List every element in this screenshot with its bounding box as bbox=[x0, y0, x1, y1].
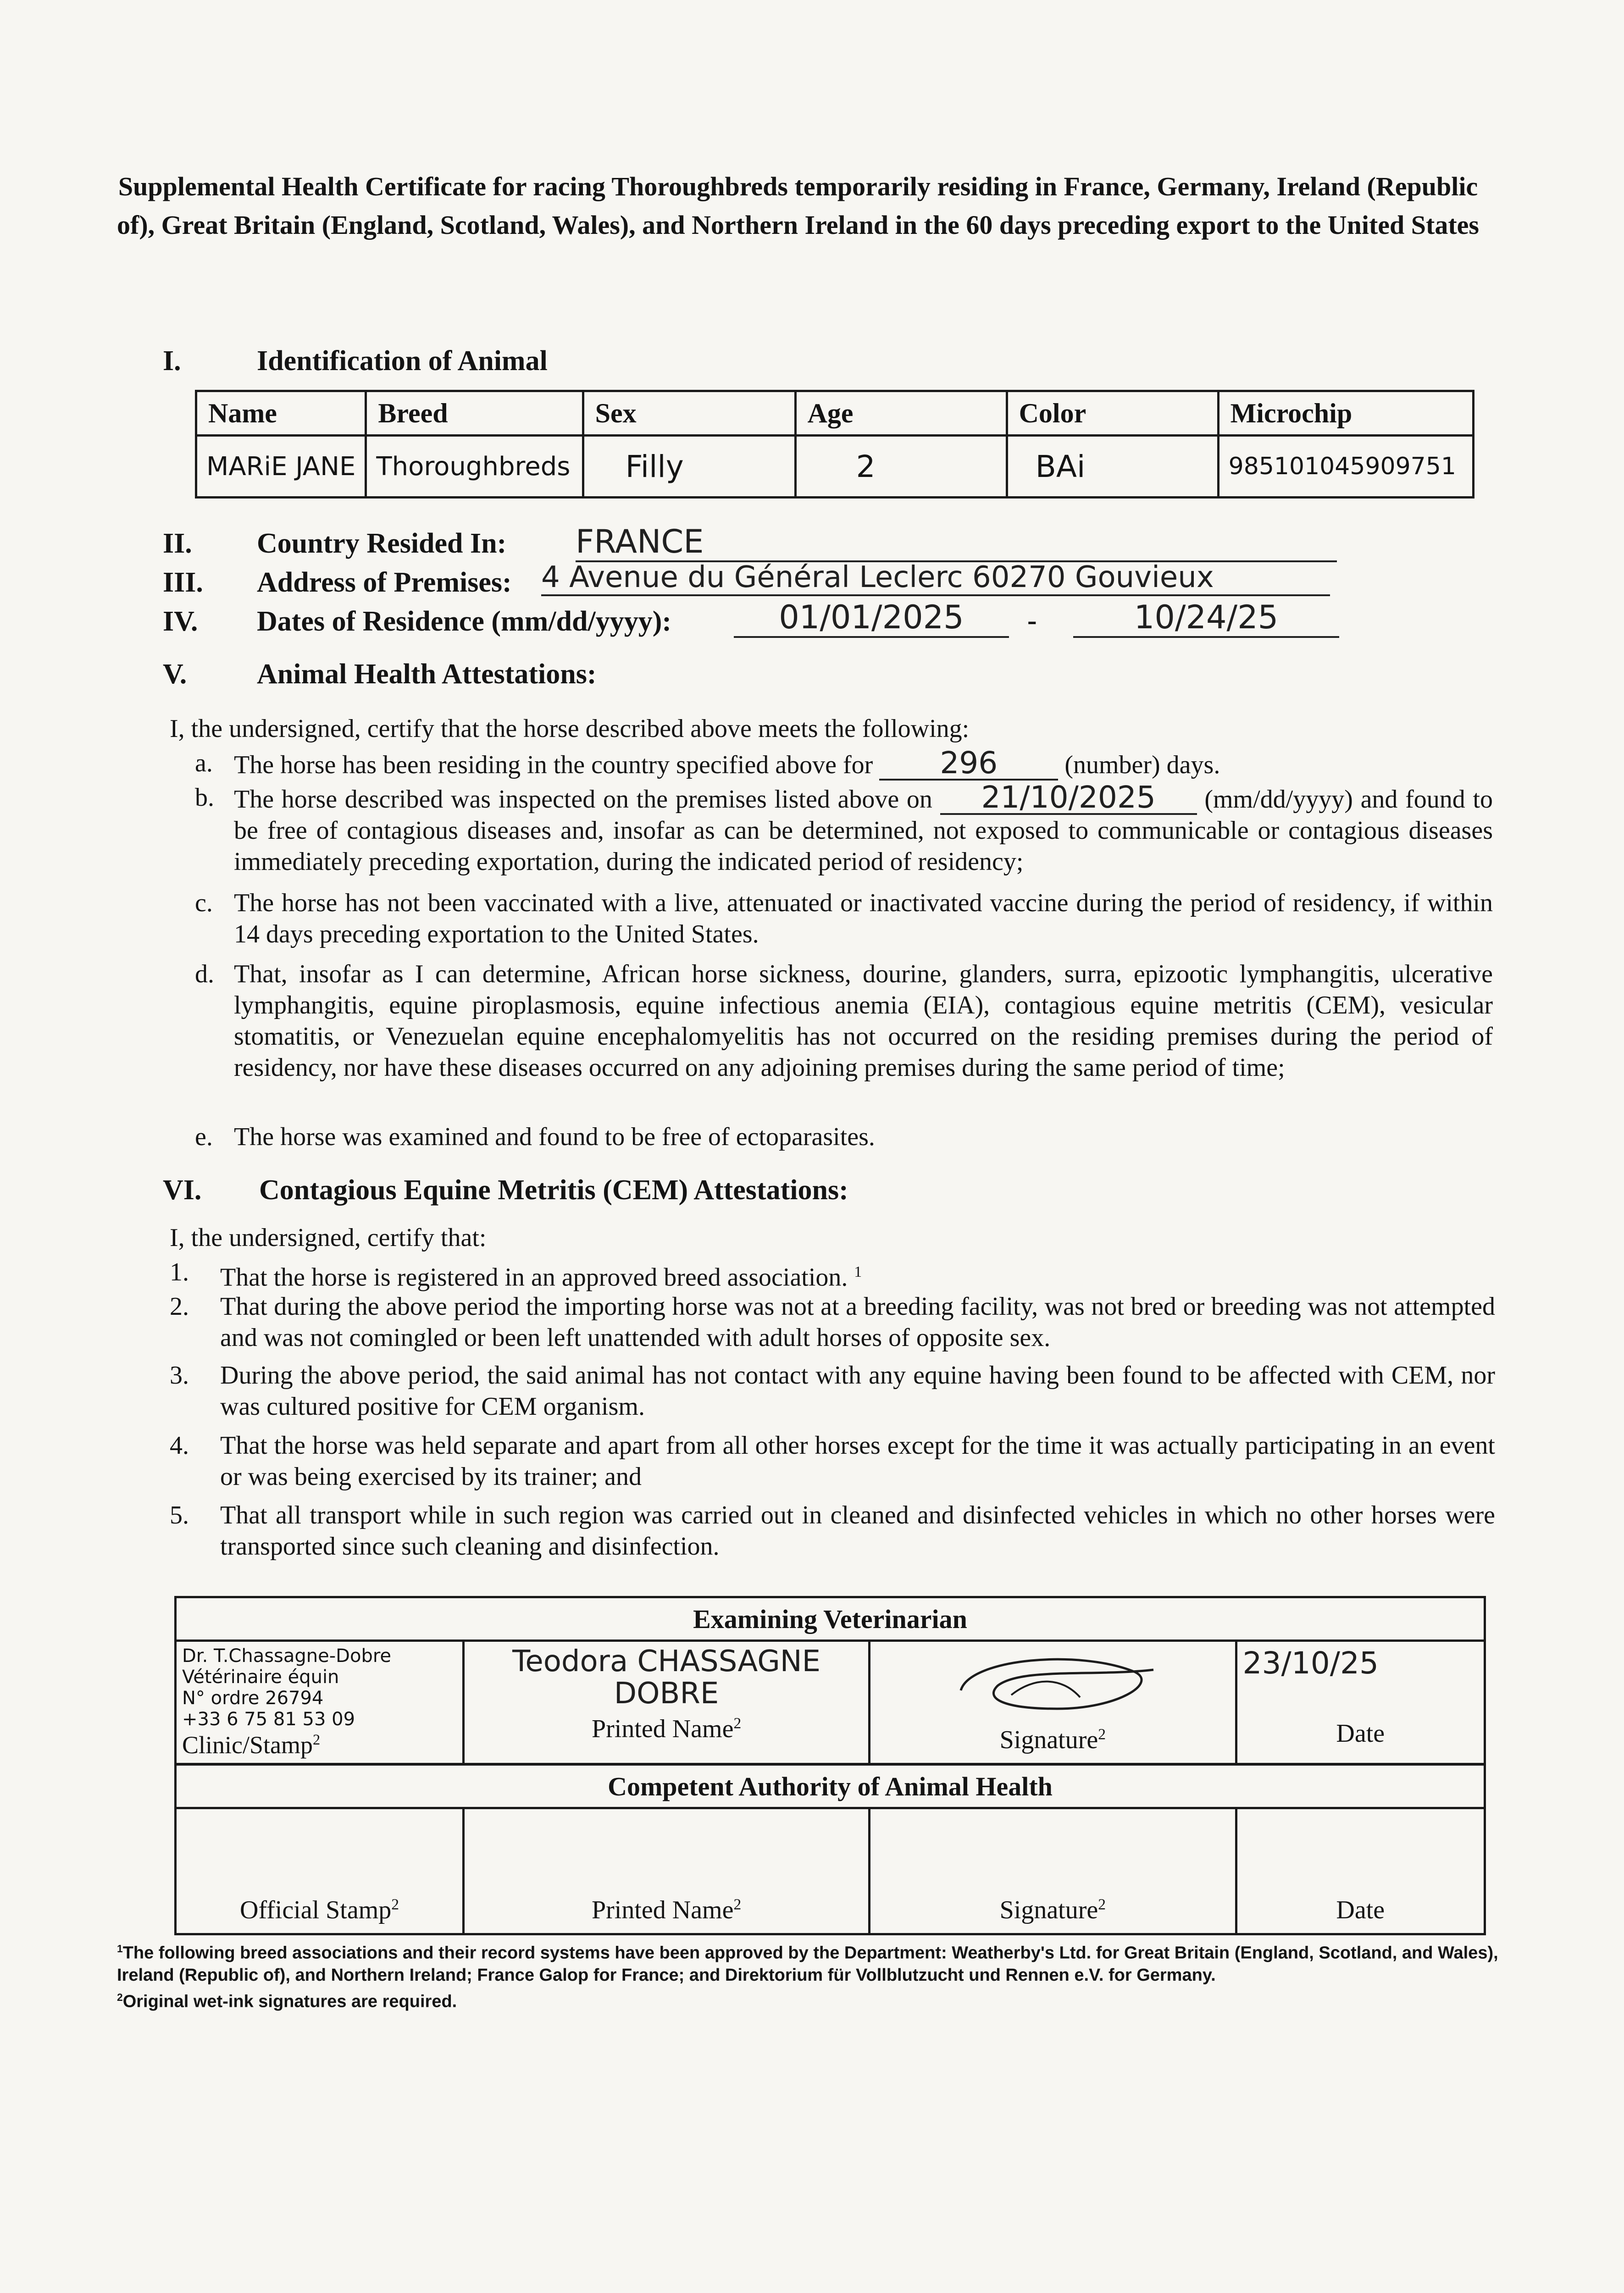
table-header-row bbox=[196, 391, 1474, 436]
item-label: 5. bbox=[170, 1501, 189, 1529]
inspection-date-value: 21/10/2025 bbox=[940, 782, 1197, 815]
footnote-1 bbox=[117, 1938, 1543, 1986]
attestation-c bbox=[195, 887, 1493, 956]
printed-name-cell bbox=[464, 1641, 870, 1764]
item-text: During the above period, the said animal has not contact with any equine having been found to be affected with CEM, nor was cultured positive for CEM organism. bbox=[220, 1361, 1495, 1421]
cem-item-5 bbox=[170, 1500, 1495, 1564]
item-text-suffix: (number) days. bbox=[1064, 751, 1220, 779]
stamp-line: Vétérinaire équin bbox=[182, 1667, 339, 1688]
vet-printed-name-value: Teodora CHASSAGNE DOBRE bbox=[512, 1645, 821, 1711]
stamp-line: +33 6 75 81 53 09 bbox=[182, 1709, 355, 1730]
authority-printed-name-cell bbox=[464, 1808, 870, 1934]
attestation-e bbox=[195, 1121, 1493, 1153]
section-number: I. bbox=[163, 345, 181, 377]
table-row bbox=[196, 436, 1474, 498]
footnote-ref: 2 bbox=[1098, 1896, 1106, 1913]
vet-date-value: 23/10/25 bbox=[1242, 1645, 1379, 1681]
date-label: Date bbox=[1336, 1719, 1385, 1748]
examining-veterinarian-table bbox=[174, 1596, 1486, 1765]
stamp-line: N° ordre 26794 bbox=[182, 1688, 324, 1709]
item-label: a. bbox=[195, 749, 213, 777]
printed-name-label: Printed Name bbox=[591, 1715, 734, 1743]
footnote-ref: 2 bbox=[733, 1896, 742, 1913]
footnote-mark: 2 bbox=[117, 1991, 123, 2003]
address-label: Address of Premises: bbox=[257, 567, 512, 598]
section-number: V. bbox=[163, 659, 187, 690]
days-value: 296 bbox=[879, 748, 1058, 781]
footnotes bbox=[117, 1938, 1543, 2012]
footnote-ref: 2 bbox=[313, 1732, 321, 1748]
footnote-ref: 1 bbox=[854, 1263, 862, 1280]
cem-item-3 bbox=[170, 1360, 1495, 1424]
item-label: 1. bbox=[170, 1258, 189, 1286]
animal-identification-table bbox=[195, 390, 1474, 498]
date-separator: - bbox=[1027, 605, 1037, 636]
section-cem bbox=[163, 1174, 1539, 1211]
section-number: III. bbox=[163, 567, 203, 598]
section-heading: Contagious Equine Metritis (CEM) Attestations: bbox=[259, 1174, 848, 1206]
item-text: That, insofar as I can determine, African horse sickness, dourine, glanders, surra, epizootic lymphangitis, ulcerative lymphangitis, equine piroplasmosis, equine infectious anemia (EIA), contagious equine metritis (CEM), vesicular stomatitis, or Venezuelan equine encephalomyelitis has not occurred on the residing premises during the period of residency, nor have these diseases occurred on any adjoining premises during the same period of time; bbox=[234, 960, 1493, 1082]
item-text: The horse was examined and found to be free of ectoparasites. bbox=[234, 1123, 875, 1151]
item-label: e. bbox=[195, 1123, 213, 1151]
item-text-suffix: (mm/dd/yyyy) and found to be free of contagious diseases and, insofar as can be determined, not exposed to communicable or contagious diseases immediately preceding exportation, during the indicated period of residency; bbox=[234, 785, 1493, 876]
official-stamp-label: Official Stamp bbox=[240, 1896, 392, 1924]
address-value: 4 Avenue du Général Leclerc 60270 Gouvieux bbox=[541, 560, 1330, 596]
item-text: The horse described was inspected on the premises listed above on bbox=[234, 785, 932, 814]
section-number: VI. bbox=[163, 1174, 202, 1206]
item-text: That all transport while in such region was carried out in cleaned and disinfected vehicles in which no other horses were transported since such cleaning and disinfection. bbox=[220, 1501, 1495, 1561]
stamp-label: Clinic/Stamp bbox=[182, 1731, 313, 1759]
attestation-d bbox=[195, 958, 1493, 1119]
vet-stamp bbox=[182, 1645, 457, 1730]
item-label: c. bbox=[195, 889, 213, 917]
date-label: Date bbox=[1336, 1896, 1385, 1924]
cem-intro: I, the undersigned, certify that: bbox=[170, 1224, 487, 1252]
footnote-ref: 2 bbox=[1098, 1726, 1106, 1743]
attestation-a bbox=[195, 745, 1493, 781]
header-sex: Sex bbox=[583, 391, 795, 436]
residence-start-date: 01/01/2025 bbox=[734, 598, 1009, 638]
item-text: That during the above period the importing horse was not at a breeding facility, was not bred or breeding was not attempted and was not comingled or been left unattended with adult horses of opposite sex. bbox=[220, 1292, 1495, 1352]
animal-breed-value: Thoroughbreds bbox=[366, 436, 583, 498]
header-microchip: Microchip bbox=[1218, 391, 1473, 436]
official-stamp-cell bbox=[176, 1808, 464, 1934]
vet-signature-scribble bbox=[942, 1645, 1163, 1723]
competent-authority-table bbox=[174, 1763, 1486, 1935]
examining-vet-header: Examining Veterinarian bbox=[176, 1597, 1485, 1641]
country-label: Country Resided In: bbox=[257, 528, 507, 559]
stamp-line: Dr. T.Chassagne-Dobre bbox=[182, 1645, 392, 1667]
attestation-intro: I, the undersigned, certify that the horse described above meets the following: bbox=[170, 714, 970, 743]
cem-item-2 bbox=[170, 1291, 1495, 1355]
animal-color-value: BAi bbox=[1007, 436, 1218, 498]
section-animal-health bbox=[163, 658, 1539, 695]
item-text: The horse has been residing in the country specified above for bbox=[234, 751, 873, 779]
footnote-ref: 2 bbox=[391, 1896, 399, 1913]
footnote-mark: 1 bbox=[117, 1943, 123, 1955]
section-identification bbox=[163, 345, 851, 382]
animal-sex-value: Filly bbox=[583, 436, 795, 498]
item-label: d. bbox=[195, 960, 214, 988]
section-heading: Animal Health Attestations: bbox=[257, 659, 597, 690]
item-text: That the horse was held separate and apart from all other horses except for the time it was actually participating in an event or was being exercised by its trainer; and bbox=[220, 1431, 1495, 1491]
section-number: IV. bbox=[163, 606, 198, 637]
printed-name-label: Printed Name bbox=[591, 1896, 734, 1924]
signature-cell bbox=[870, 1641, 1236, 1764]
attestation-b bbox=[195, 782, 1493, 883]
cem-item-1 bbox=[170, 1257, 1495, 1292]
signature-label: Signature bbox=[999, 1726, 1098, 1754]
item-text: The horse has not been vaccinated with a live, attenuated or inactivated vaccine during the period of residency, if within 14 days preceding exportation to the United States. bbox=[234, 889, 1493, 948]
footnote-text: The following breed associations and their record systems have been approved by the Department: Weatherby's Ltd. for Great Britain (England, Scotland, and Wales), Ireland (Republic of), and Northern Ireland; France Galop for France; and Direktorium für Vollblutzucht und Rennen e.V. for Germany. bbox=[117, 1943, 1498, 1985]
country-value: FRANCE bbox=[576, 523, 1337, 562]
document-title: Supplemental Health Certificate for racing Thoroughbreds temporarily residing in France, Germany, Ireland (Republic of), Great Britain (England, Scotland, Wales), and Northern Ireland in the 60 days preceding export to the United States bbox=[117, 172, 1479, 240]
item-label: 3. bbox=[170, 1361, 189, 1390]
footnote-ref: 2 bbox=[733, 1715, 742, 1732]
item-label: b. bbox=[195, 783, 214, 812]
footnote-2 bbox=[117, 1986, 1543, 2013]
date-cell bbox=[1236, 1641, 1485, 1764]
section-heading: Identification of Animal bbox=[257, 345, 548, 377]
residence-end-date: 10/24/25 bbox=[1073, 598, 1339, 638]
footnote-text: Original wet-ink signatures are required. bbox=[122, 1992, 457, 2011]
clinic-stamp-cell bbox=[176, 1641, 464, 1764]
competent-authority-header: Competent Authority of Animal Health bbox=[176, 1765, 1485, 1808]
cem-item-4 bbox=[170, 1430, 1495, 1494]
item-label: 2. bbox=[170, 1292, 189, 1321]
section-number: II. bbox=[163, 528, 192, 559]
animal-microchip-value: 985101045909751 bbox=[1218, 436, 1473, 498]
header-age: Age bbox=[795, 391, 1007, 436]
header-color: Color bbox=[1007, 391, 1218, 436]
header-breed: Breed bbox=[366, 391, 583, 436]
authority-signature-cell bbox=[870, 1808, 1236, 1934]
header-name: Name bbox=[196, 391, 366, 436]
item-text: That the horse is registered in an approved breed association. bbox=[220, 1263, 848, 1292]
authority-date-cell bbox=[1236, 1808, 1485, 1934]
animal-name-value: MARiE JANE bbox=[196, 436, 366, 498]
animal-age-value: 2 bbox=[795, 436, 1007, 498]
dates-label: Dates of Residence (mm/dd/yyyy): bbox=[257, 606, 672, 637]
item-label: 4. bbox=[170, 1431, 189, 1460]
signature-label: Signature bbox=[999, 1896, 1098, 1924]
